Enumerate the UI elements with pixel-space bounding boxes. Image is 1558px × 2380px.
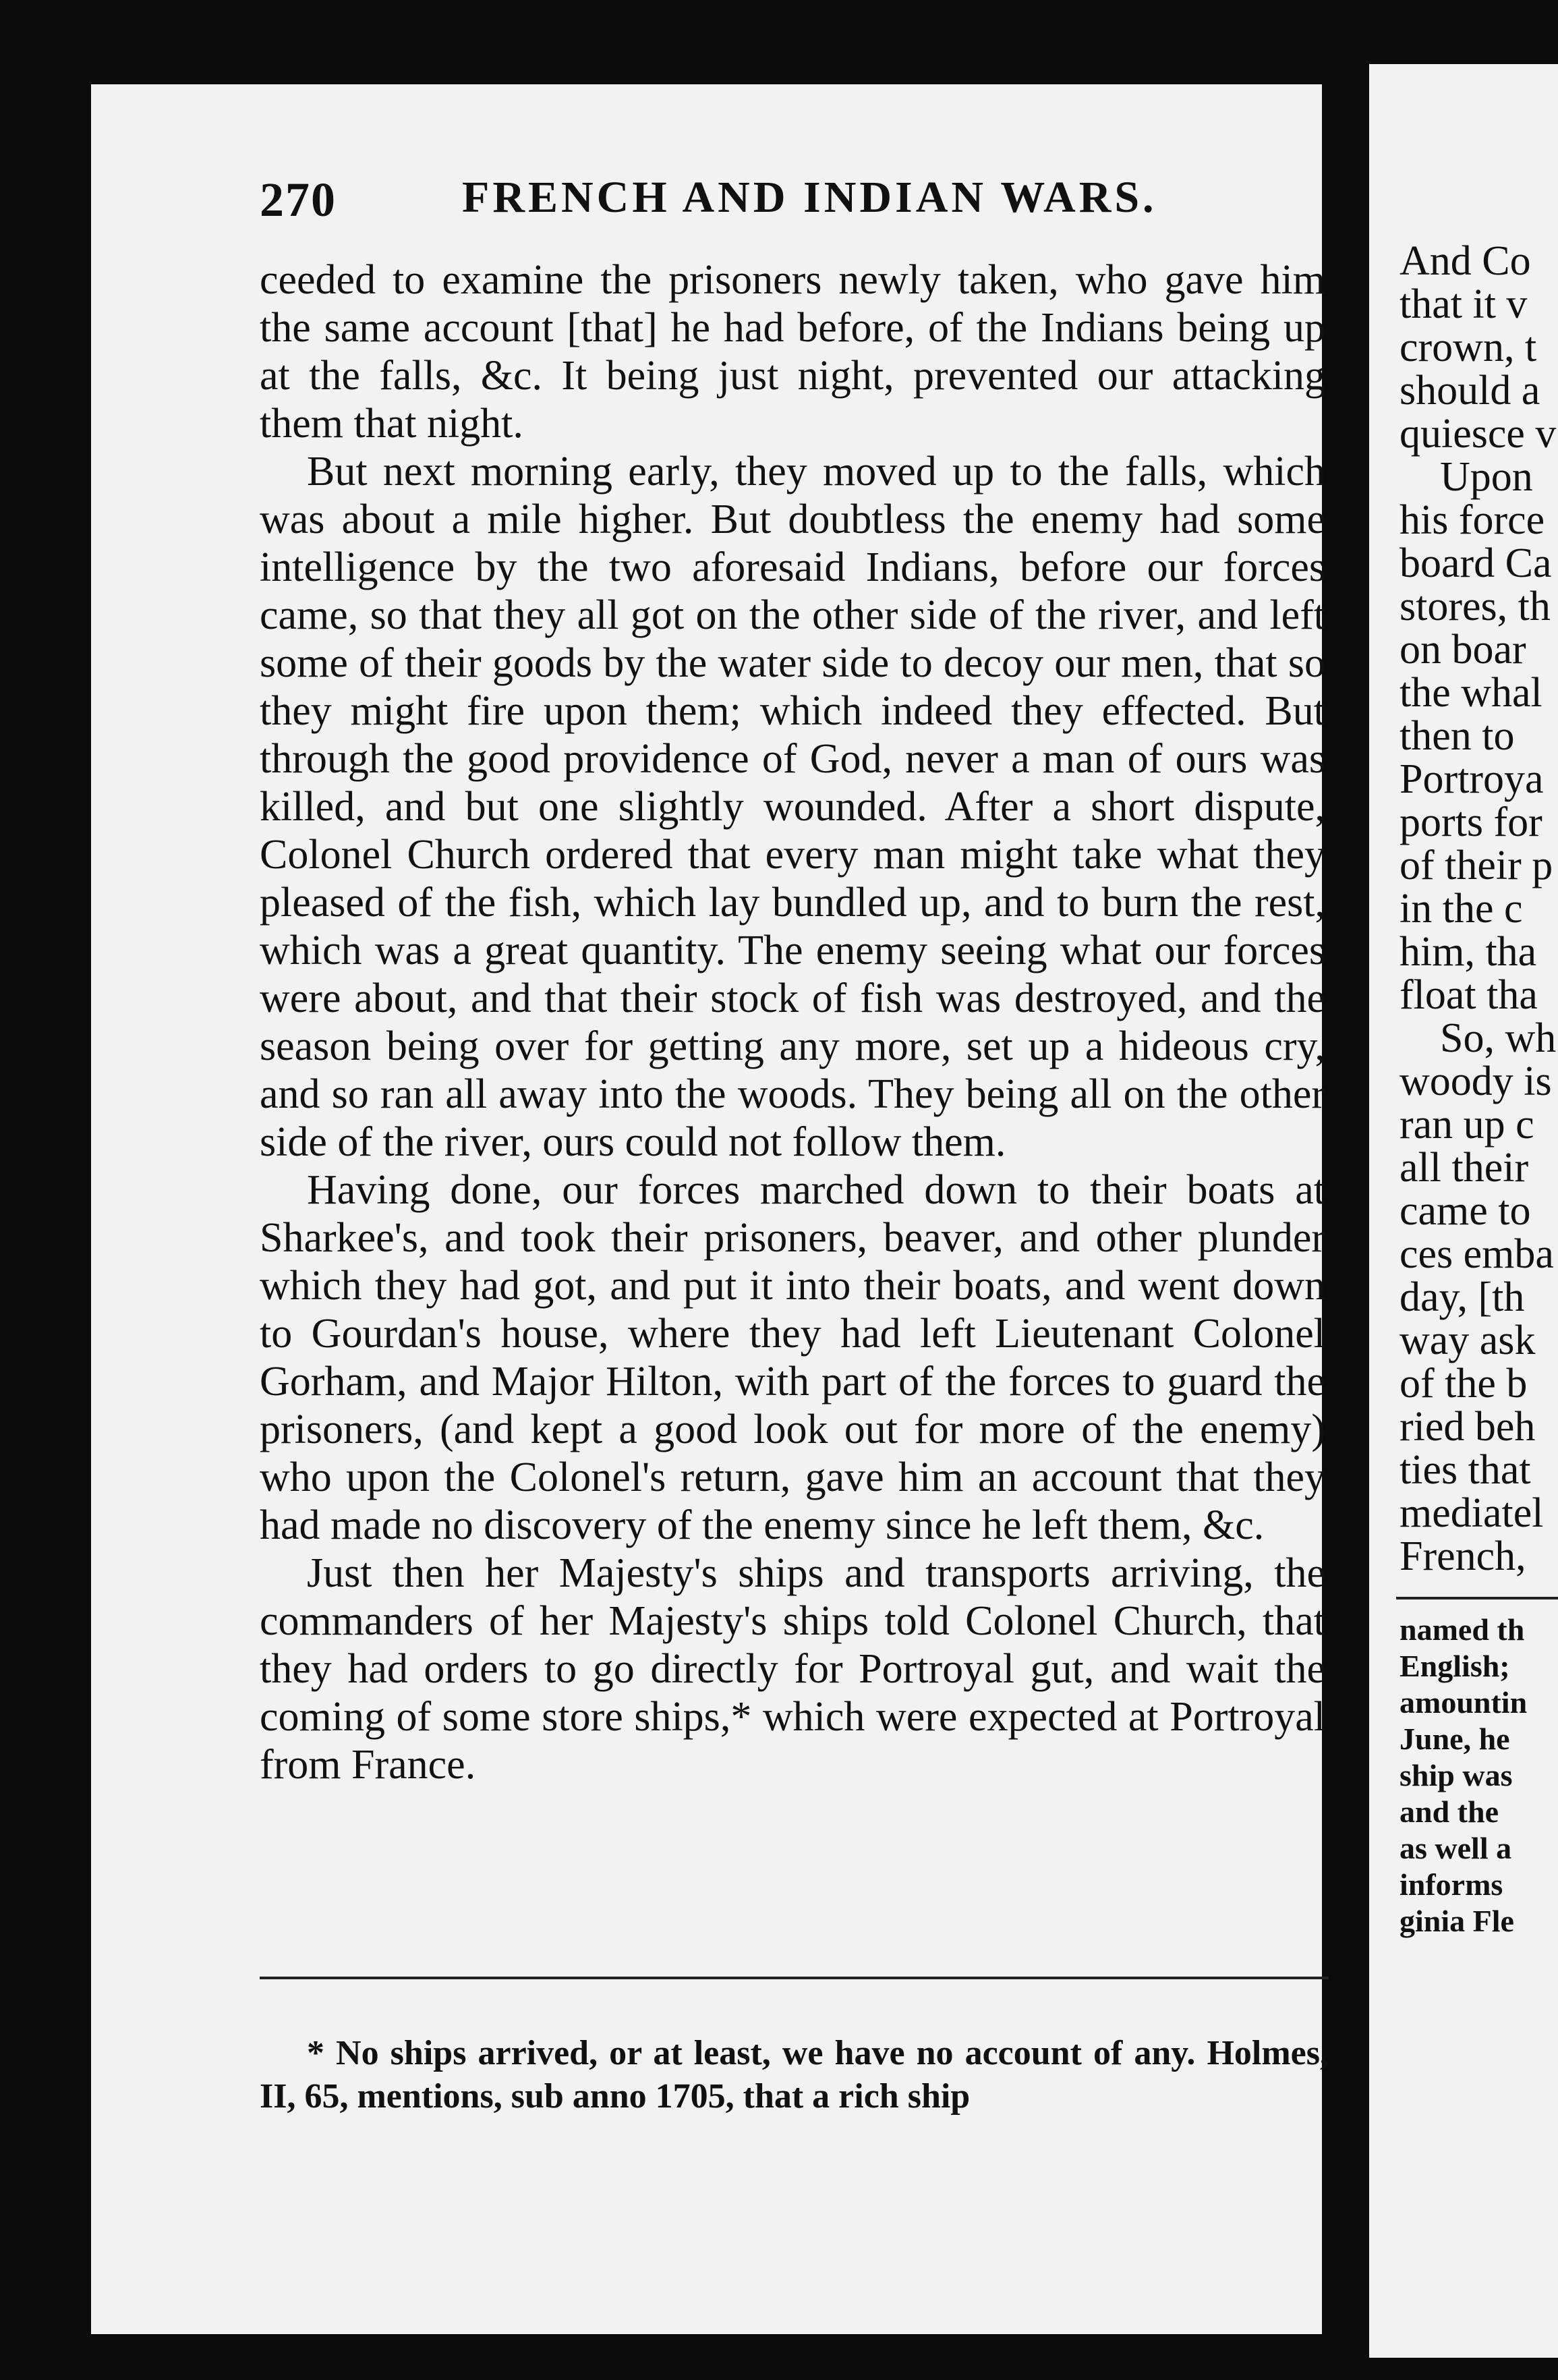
footnote-line: named th: [1400, 1612, 1525, 1647]
text-line: should a: [1400, 368, 1540, 414]
footnote-line: informs: [1400, 1867, 1503, 1902]
footnote-line: ship was: [1400, 1758, 1513, 1792]
body-text: [260, 256, 1325, 1789]
text-line: that it v: [1400, 281, 1528, 327]
text-line: his force: [1400, 497, 1545, 543]
text-line: And Co: [1400, 238, 1531, 284]
paragraph: But next morning early, they moved up to the falls, which was about a mile higher. But doubtless the enemy had some intelligence by the two aforesaid Indians, before our forces came, so that they all got on the other side of the river, and left some of their goods by the water side to decoy our men, that so they might fire upon them; which indeed they effected. But through the good providence of God, never a man of ours was killed, and but one slightly wounded. After a short dispute, Colonel Church ordered that every man might take what they pleased of the fish, which lay bundled up, and to burn the rest, which was a great quantity. The enemy seeing what our forces were about, and that their stock of fish was destroyed, and the season being over for getting any more, set up a hideous cry, and so ran all away into the woods. They being all on the other side of the river, ours could not follow them.: [260, 449, 1325, 1165]
left-page: [91, 84, 1329, 2334]
text-line: the whal: [1400, 670, 1542, 716]
text-line: woody is: [1400, 1058, 1552, 1104]
text-line: French,: [1400, 1533, 1526, 1579]
text-line: quiesce v: [1400, 411, 1557, 457]
footnote-line: as well a: [1400, 1831, 1512, 1865]
text-line: ces emba: [1400, 1231, 1554, 1277]
text-line: So, wh: [1440, 1015, 1557, 1061]
text-line: crown, t: [1400, 324, 1537, 370]
right-page-text: [1369, 239, 1558, 1939]
text-line: Portroya: [1400, 756, 1544, 802]
text-line: then to: [1400, 713, 1515, 759]
text-line: mediatel: [1400, 1490, 1544, 1536]
paragraph: ceeded to examine the prisoners newly taken, who gave him the same account [that] he had before, of the Indians being up at the falls, &c. It being just night, prevented our attacking them that night.: [260, 257, 1325, 447]
text-line: ties that: [1400, 1447, 1531, 1493]
text-line: board Ca: [1400, 540, 1552, 586]
text-line: Upon: [1440, 454, 1533, 500]
footnote-divider: [1396, 1597, 1558, 1599]
running-title: FRENCH AND INDIAN WARS.: [462, 173, 1157, 222]
page-number: 270: [260, 173, 337, 227]
text-line: of the b: [1400, 1361, 1528, 1407]
paragraph: Having done, our forces marched down to their boats at Sharkee's, and took their prisoners, beaver, and other plunder which they had got, and put it into their boats, and went down to Gourdan's house, where they had left Lieutenant Colonel Gorham, and Major Hilton, with part of the forces to guard the prisoners, (and kept a good look out for more of the enemy) who upon the Colonel's return, gave him an account that they had made no discovery of the enemy since he left them, &c.: [260, 1167, 1325, 1548]
text-line: in the c: [1400, 886, 1523, 932]
footnote-line: June, he: [1400, 1722, 1510, 1756]
right-page-fragment: [1369, 64, 1558, 2358]
text-line: way ask: [1400, 1318, 1536, 1363]
text-line: ried beh: [1400, 1404, 1536, 1450]
text-line: ran up c: [1400, 1102, 1534, 1148]
text-line: came to: [1400, 1188, 1531, 1234]
text-line: of their p: [1400, 843, 1553, 888]
footnote-line: ginia Fle: [1400, 1904, 1514, 1938]
footnote-line: amountin: [1400, 1685, 1528, 1720]
text-line: float tha: [1400, 972, 1538, 1018]
text-line: stores, th: [1400, 584, 1551, 629]
text-line: all their: [1400, 1145, 1529, 1191]
text-line: ports for: [1400, 799, 1542, 845]
text-line: day, [th: [1400, 1274, 1525, 1320]
footnote-divider: [260, 1977, 1329, 1979]
page-header: [260, 172, 1271, 253]
text-line: him, tha: [1400, 929, 1537, 975]
footnote-line: English;: [1400, 1649, 1510, 1683]
footnote: * No ships arrived, or at least, we have no account of any. Holmes, II, 65, mentions, sub anno 1705, that a rich ship: [260, 2034, 1329, 2116]
text-line: on boar: [1400, 627, 1526, 673]
paragraph: Just then her Majesty's ships and transports arriving, the commanders of her Majesty's ships told Colonel Church, that they had orders to go directly for Portroyal gut, and wait the coming of some store ships,* which were expected at Portroyal from France.: [260, 1550, 1325, 1788]
footnote-line: and the: [1400, 1794, 1499, 1829]
